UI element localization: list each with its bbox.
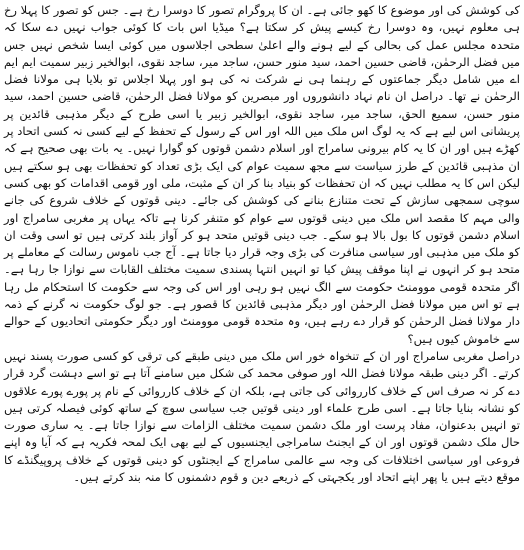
article-paragraph-1: کی کوشش کی اور موضوع کا کھو جائی ہے۔ ان کا پروگرام تصور کا دوسرا رخ ہے۔ جس کو تصور کا پہلا رخ ہی معلوم نہیں، وہ دوسرا رخ کیسے پیش کر سکتا ہے؟ میڈیا اس بات کا کوئی جواب نہیں دے سکا کہ متحدہ مجلس عمل کی بحالی کے لیے ہونے والے اعلیٰ سطحی اجلاسوں میں کوئی ایسا شخص نہیں جس میں فضل الرحمٰن، قاضی حسین احمد، سید منور حسن، ساجد میر، ساجد نقوی، ابوالخیر زبیر سمیت ایم ایم اے میں شامل دیگر جماعتوں کے رہنما ہی نے شرکت نہ کی ہو اور پہلا اجلاس تو بلایا ہی مولانا فضل الرحمٰن نے تھا۔ دراصل ان نام نہاد دانشوروں اور مبصرین کو مولانا فضل الرحمٰن، قاضی حسین احمد، سید منور حسن، سمیع الحق، ساجد میر، ساجد نقوی، ابوالخیر زبیر یا اسی طرح کے دیگر مذہبی قائدین پر پریشانی اس لیے ہے کہ یہ لوگ اس ملک میں اللہ اور اس کے رسول کے تحفظ کے لیے کسی نہ کسی اتحاد پر کھڑے ہیں اور ان کا یہ کام بیرونی سامراج اور اسلام دشمن قوتوں کو گوارا نہیں۔ یہ بات بھی صحیح ہے کہ ان مذہبی قائدین کے طرز سیاست سے مجھ سمیت عوام کی ایک بڑی تعداد کو تحفظات بھی ہو سکتے ہیں لیکن اس کا یہ مطلب نہیں کہ ان تحفظات کو بنیاد بنا کر ان کے مثبت، ملی اور قومی اقدامات کو بھی کسی سوچی سمجھی سازش کے تحت متنازع بنانے کی کوشش کی جائے۔ دینی قوتوں کے خلاف شروع کی جانے والی مہم کا مقصد اس ملک میں دینی قوتوں سے عوام کو متنفر کرنا ہے تاکہ یہاں پر مغربی سامراج اور اسلام دشمن قوتوں کا بول بالا ہو سکے۔ جب دینی قوتیں متحد ہو کر آواز بلند کرتی ہیں تو اسی وقت ان کو ملک میں مذہبی اور سیاسی منافرت کی بڑی وجہ قرار دیا جاتا ہے۔ آج جب ناموس رسالت کے معاملے پر متحد ہو کر انہوں نے اپنا موقف پیش کیا تو انہیں انتہا پسندی سمیت مختلف القابات سے نوازا جا رہا ہے۔ اگر متحدہ قومی موومنٹ حکومت سے الگ نہیں ہو رہی اور اس کی وجہ سے حکومت کا استحکام مل رہا ہے تو اس میں مولانا فضل الرحمٰن اور دیگر مذہبی قائدین کا قصور ہے۔ جو لوگ حکومت نہ گرنے کے ذمہ دار مولانا فضل الرحمٰن کو قرار دے رہے ہیں، وہ متحدہ قومی موومنٹ اور دیگر حکومتی اتحادیوں کے حوالے سے خاموش کیوں ہیں؟ [4,3,520,346]
article-paragraph-2: دراصل مغربی سامراج اور ان کے تنخواہ خور اس ملک میں دینی طبقے کی ترقی کو کسی صورت پسند نہیں کرتے۔ اگر دینی طبقہ مولانا فضل اللہ اور صوفی محمد کی شکل میں سامنے آتا ہے تو اسے دہشت گرد قرار دے کر نہ صرف اس کے خلاف کارروائی کی جاتی ہے، بلکہ ان کے خلاف کارروائی کے نام پر پورے پورے علاقوں کو نشانہ بنایا جاتا ہے۔ اسی طرح علماء اور دینی قوتیں جب سیاسی سوچ کے ساتھ کوئی فیصلہ کرتی ہیں تو انہیں بدعنوان، مفاد پرست اور ملک دشمن سمیت مختلف الزامات سے نوازا جاتا ہے۔ یہ ساری صورت حال ملک دشمن قوتوں اور ان کے ایجنٹ سامراجی ایجنسیوں کے لیے بھی ایک لمحہ فکریہ ہے کہ آیا وہ اپنے فروعی اور سیاسی اختلافات کی وجہ سے عالمی سامراج کے ایجنٹوں کو دینی قوتوں کے خلاف پروپیگنڈے کا موقع دیتے ہیں یا پھر اپنے اتحاد اور یکجہتی کے ذریعے دین و قوم دشمنوں کا منہ بند کرتے ہیں۔ [4,348,520,485]
